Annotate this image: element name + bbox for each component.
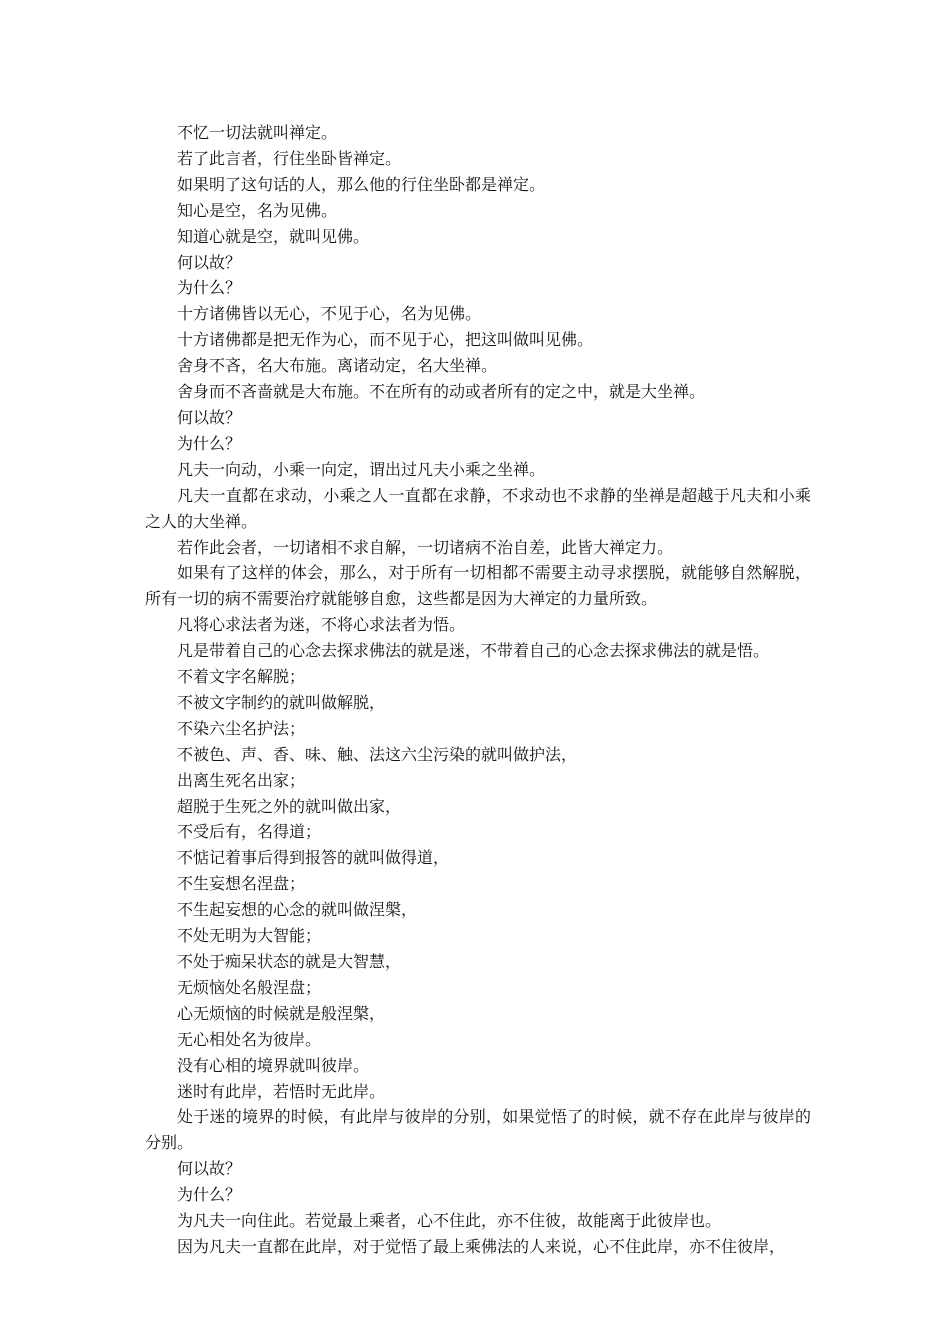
paragraph: 如果明了这句话的人，那么他的行住坐卧都是禅定。	[177, 174, 546, 194]
paragraph: 不处于痴呆状态的就是大智慧，	[177, 952, 402, 971]
paragraph: 为什么？	[177, 433, 242, 453]
paragraph: 知道心就是空，就叫见佛。	[177, 226, 370, 246]
paragraph: 迷时有此岸，若悟时无此岸。	[177, 1081, 386, 1101]
paragraph: 若了此言者，行住坐卧皆禅定。	[177, 148, 402, 168]
paragraph: 无心相处名为彼岸。	[177, 1029, 322, 1049]
paragraph: 凡夫一直都在求动，小乘之人一直都在求静，不求动也不求静的坐禅是超越于凡夫和小乘之人的大坐禅。	[145, 485, 811, 531]
paragraph: 舍身不吝，名大布施。离诸动定，名大坐禅。	[177, 356, 498, 376]
paragraph: 心无烦恼的时候就是般涅槃，	[177, 1003, 386, 1023]
paragraph: 不被文字制约的就叫做解脱，	[177, 692, 386, 712]
paragraph: 为凡夫一向住此。若觉最上乘者，心不住此，亦不住彼，故能离于此彼岸也。	[177, 1211, 722, 1231]
paragraph: 若作此会者，一切诸相不求自解，一切诸病不治自差，此皆大禅定力。	[177, 537, 674, 557]
paragraph: 超脱于生死之外的就叫做出家，	[177, 796, 402, 816]
paragraph: 凡是带着自己的心念去探求佛法的就是迷，不带着自己的心念去探求佛法的就是悟。	[177, 641, 770, 661]
paragraph: 不着文字名解脱；	[177, 667, 306, 687]
paragraph: 如果有了这样的体会，那么，对于所有一切相都不需要主动寻求摆脱，就能够自然解脱，所有一切的病不需要治疗就能够自愈，这些都是因为大禅定的力量所致。	[145, 563, 811, 609]
paragraph: 十方诸佛皆以无心，不见于心，名为见佛。	[177, 304, 482, 324]
paragraph: 为什么？	[177, 1185, 242, 1205]
paragraph: 何以故？	[177, 1159, 242, 1179]
document-body	[145, 120, 811, 1260]
paragraph: 无烦恼处名般涅盘；	[177, 977, 322, 997]
paragraph: 凡将心求法者为迷，不将心求法者为悟。	[177, 615, 466, 635]
paragraph: 何以故？	[177, 407, 242, 427]
paragraph: 不受后有，名得道；	[177, 822, 322, 842]
paragraph: 不生起妄想的心念的就叫做涅槃，	[177, 900, 418, 920]
paragraph: 因为凡夫一直都在此岸，对于觉悟了最上乘佛法的人来说，心不住此岸，亦不住彼岸，	[177, 1236, 786, 1256]
paragraph: 何以故？	[177, 252, 242, 272]
paragraph: 十方诸佛都是把无作为心，而不见于心，把这叫做叫见佛。	[177, 330, 594, 350]
paragraph: 不被色、声、香、味、触、法这六尘污染的就叫做护法，	[177, 744, 578, 764]
paragraph: 知心是空，名为见佛。	[177, 200, 338, 220]
paragraph: 舍身而不吝啬就是大布施。不在所有的动或者所有的定之中，就是大坐禅。	[177, 382, 706, 402]
paragraph: 不处无明为大智能；	[177, 926, 322, 946]
paragraph: 出离生死名出家；	[177, 770, 306, 790]
paragraph: 没有心相的境界就叫彼岸。	[177, 1055, 370, 1075]
paragraph: 不惦记着事后得到报答的就叫做得道，	[177, 848, 450, 868]
paragraph: 不忆一切法就叫禅定。	[177, 123, 338, 142]
paragraph: 处于迷的境界的时候，有此岸与彼岸的分别，如果觉悟了的时候，就不存在此岸与彼岸的分别。	[145, 1107, 811, 1153]
paragraph: 凡夫一向动，小乘一向定，谓出过凡夫小乘之坐禅。	[177, 459, 546, 479]
paragraph: 不生妄想名涅盘；	[177, 874, 306, 894]
paragraph: 不染六尘名护法；	[177, 718, 306, 738]
paragraph: 为什么？	[177, 278, 242, 298]
